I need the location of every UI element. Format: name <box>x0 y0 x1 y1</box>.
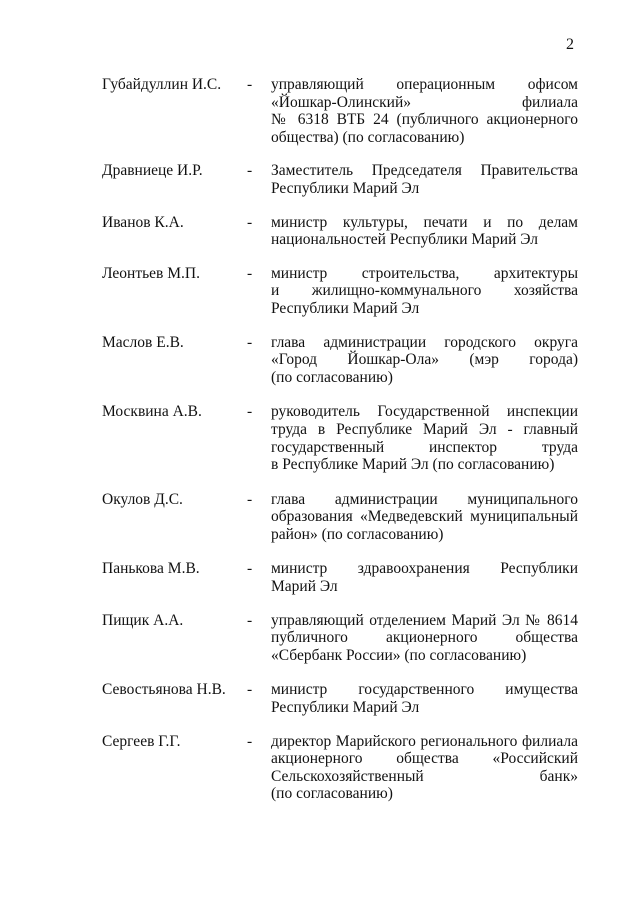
page-number: 2 <box>566 36 574 53</box>
position-line: директор Марийского регионального филиала <box>271 732 578 750</box>
separator-dash: - <box>247 732 253 750</box>
position-line: общества) (по согласованию) <box>271 128 465 146</box>
member-name: Маслов Е.В. <box>102 333 184 351</box>
member-position <box>271 76 578 146</box>
member-position <box>271 334 578 387</box>
position-line: глава администрации городского округа <box>271 333 578 351</box>
list-item <box>102 491 578 544</box>
separator-dash: - <box>247 333 253 351</box>
member-list <box>102 76 578 819</box>
position-line: «Сбербанк России» (по согласованию) <box>271 646 527 664</box>
position-line: министр культуры, печати и по делам <box>271 213 578 231</box>
separator-dash: - <box>247 560 253 578</box>
list-item <box>102 162 578 197</box>
position-line: публичного акционерного общества <box>271 629 578 647</box>
member-name: Сергеев Г.Г. <box>102 732 181 750</box>
position-line: (по согласованию) <box>271 368 393 386</box>
list-item <box>102 681 578 716</box>
position-line: министр государственного имущества <box>271 681 578 699</box>
position-line: министр здравоохранения Республики <box>271 560 578 578</box>
position-line: в Республике Марий Эл (по согласованию) <box>271 456 555 474</box>
list-item <box>102 560 578 595</box>
separator-dash: - <box>247 162 253 180</box>
member-name: Москвина А.В. <box>102 403 202 421</box>
position-line: управляющий операционным офисом <box>271 76 578 93</box>
member-position <box>271 560 578 595</box>
position-line: образования «Медведевский муниципальный <box>271 508 578 526</box>
member-name: Дравниеце И.Р. <box>102 162 203 180</box>
list-item <box>102 733 578 803</box>
separator-dash: - <box>247 76 253 93</box>
position-line: Марий Эл <box>271 578 338 596</box>
member-name: Иванов К.А. <box>102 213 184 231</box>
list-item <box>102 334 578 387</box>
separator-dash: - <box>247 611 253 629</box>
position-line: № 6318 ВТБ 24 (публичного акционерного <box>271 111 578 129</box>
position-line: Сельскохозяйственный банк» <box>271 767 578 785</box>
member-name: Окулов Д.С. <box>102 490 183 508</box>
member-position <box>271 733 578 803</box>
member-position <box>271 265 578 318</box>
position-line: управляющий отделением Марий Эл № 8614 <box>271 611 578 629</box>
member-name: Пищик А.А. <box>102 611 184 629</box>
separator-dash: - <box>247 403 253 421</box>
position-line: и жилищно-коммунального хозяйства <box>271 282 578 300</box>
separator-dash: - <box>247 681 253 699</box>
position-line: «Город Йошкар-Ола» (мэр города) <box>271 351 578 369</box>
member-position <box>271 403 578 473</box>
position-line: Заместитель Председателя Правительства <box>271 162 578 180</box>
position-line: глава администрации муниципального <box>271 490 578 508</box>
position-line: Республики Марий Эл <box>271 699 420 717</box>
member-name: Севостьянова Н.В. <box>102 681 226 699</box>
list-item <box>102 403 578 473</box>
position-line: «Йошкар-Олинский» филиала <box>271 93 578 111</box>
position-line: министр строительства, архитектуры <box>271 264 578 282</box>
list-item <box>102 612 578 665</box>
list-item <box>102 265 578 318</box>
list-item <box>102 76 578 146</box>
position-line: Республики Марий Эл <box>271 299 420 317</box>
position-line: национальностей Республики Марий Эл <box>271 231 539 249</box>
separator-dash: - <box>247 490 253 508</box>
separator-dash: - <box>247 213 253 231</box>
position-line: район» (по согласованию) <box>271 525 444 543</box>
position-line: (по согласованию) <box>271 785 393 803</box>
separator-dash: - <box>247 264 253 282</box>
member-position <box>271 162 578 197</box>
list-item <box>102 214 578 249</box>
position-line: труда в Республике Марий Эл - главный <box>271 420 578 438</box>
position-line: акционерного общества «Российский <box>271 750 578 768</box>
member-name: Панькова М.В. <box>102 560 200 578</box>
member-position <box>271 681 578 716</box>
member-position <box>271 214 578 249</box>
position-line: руководитель Государственной инспекции <box>271 403 578 421</box>
member-position <box>271 491 578 544</box>
member-name: Леонтьев М.П. <box>102 264 200 282</box>
position-line: государственный инспектор труда <box>271 438 578 456</box>
position-line: Республики Марий Эл <box>271 179 420 197</box>
member-position <box>271 612 578 665</box>
member-name: Губайдуллин И.С. <box>102 76 222 93</box>
